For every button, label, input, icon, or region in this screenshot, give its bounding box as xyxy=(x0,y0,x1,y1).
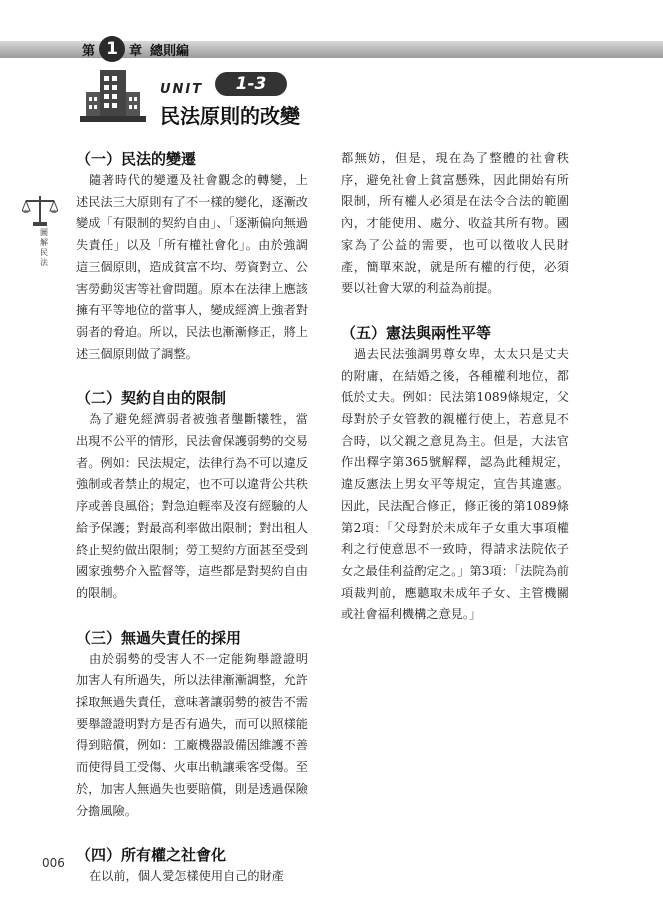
chapter-number-badge: 1 xyxy=(99,36,125,62)
page-number: 006 xyxy=(42,856,65,870)
left-column xyxy=(76,148,308,888)
unit-title: 民法原則的改變 xyxy=(160,104,300,128)
right-column xyxy=(341,148,569,626)
scales-of-justice-icon xyxy=(22,193,58,227)
section-heading-4: （四）所有權之社會化 xyxy=(76,846,227,865)
unit-label: UNIT xyxy=(160,82,204,97)
section-heading-1: （一）民法的變遷 xyxy=(76,150,197,168)
section-body-4-continued: 都無妨，但是，現在為了整體的社會秩序，避免社會上貧富懸殊，因此開始有所限制，所有權人必須是在法令合法的範圍內，才能使用、處分、收益其所有物。國家為了公益的需要，也可以徵收人民財產，簡單來說，就是所有權的行使，必須要以社會大眾的利益為前提。 xyxy=(341,151,569,296)
section-body-3: 由於弱勢的受害人不一定能夠舉證證明加害人有所過失，所以法律漸漸調整，允許採取無過失責任，意味著讓弱勢的被告不需要舉證證明對方是否有過失，而可以照樣能得到賠償，例如：工廠機器設備因維護不善而使得員工受傷、火車出軌讓乘客受傷。至於，加害人無過失也要賠償，則是透過保險分擔風險。 xyxy=(76,651,308,818)
chapter-label xyxy=(82,38,189,60)
chapter-prefix: 第 xyxy=(82,43,96,59)
section-heading-2: （二）契約自由的限制 xyxy=(76,389,227,408)
building-icon xyxy=(78,66,148,124)
section-heading-5: （五）憲法與兩性平等 xyxy=(341,323,492,342)
section-body-4: 在以前，個人愛怎樣使用自己的財產 xyxy=(89,869,284,884)
chapter-suffix: 章 xyxy=(129,43,143,59)
section-body-2: 為了避免經濟弱者被強者壟斷犧牲，當出現不公平的情形，民法會保護弱勢的交易者。例如：民法規定，法律行為不可以違反強制或者禁止的規定，也不可以違背公共秩序或善良風俗；對急迫輕率及沒有經驗的人給予保護；對最高利率做出限制；對出租人終止契約做出限制；勞工契約方面甚至受到國家強勢介入監督等，這些都是對契約自由的限制。 xyxy=(76,412,308,600)
side-book-label: 圖解民法 xyxy=(40,228,48,267)
chapter-title: 總則編 xyxy=(150,43,190,59)
section-heading-3: （三）無過失責任的採用 xyxy=(76,628,242,647)
unit-number-badge: 1-3 xyxy=(215,72,287,96)
section-body-1: 隨著時代的變遷及社會觀念的轉變，上述民法三大原則有了不一樣的變化，逐漸改變成「有限制的契約自由」、「逐漸偏向無過失責任」以及「所有權社會化」。由於強調這三個原則，造成貧富不均、勞資對立、公害勞動災害等社會問題。原本在法律上應該擁有平等地位的當事人，變成經濟上強者對弱者的脅迫。所以，民法也漸漸修正，將上述三個原則做了調整。 xyxy=(76,173,308,361)
section-body-5: 過去民法強調男尊女卑，太太只是丈夫的附庸，在結婚之後，各種權利地位，都低於丈夫。例如：民法第1089條規定，父母對於子女管教的親權行使上，若意見不合時，以父親之意見為主。但是，大法官作出釋字第365號解釋，認為此種規定，違反憲法上男女平等規定，宣告其違憲。因此，民法配合修正，修正後的第1089條第2項：「父母對於未成年子女重大事項權利之行使意思不一致時，得請求法院依子女之最佳利益酌定之。」第3項：「法院為前項裁判前，應聽取未成年子女、主管機關或社會福利機構之意見。」 xyxy=(341,346,569,622)
